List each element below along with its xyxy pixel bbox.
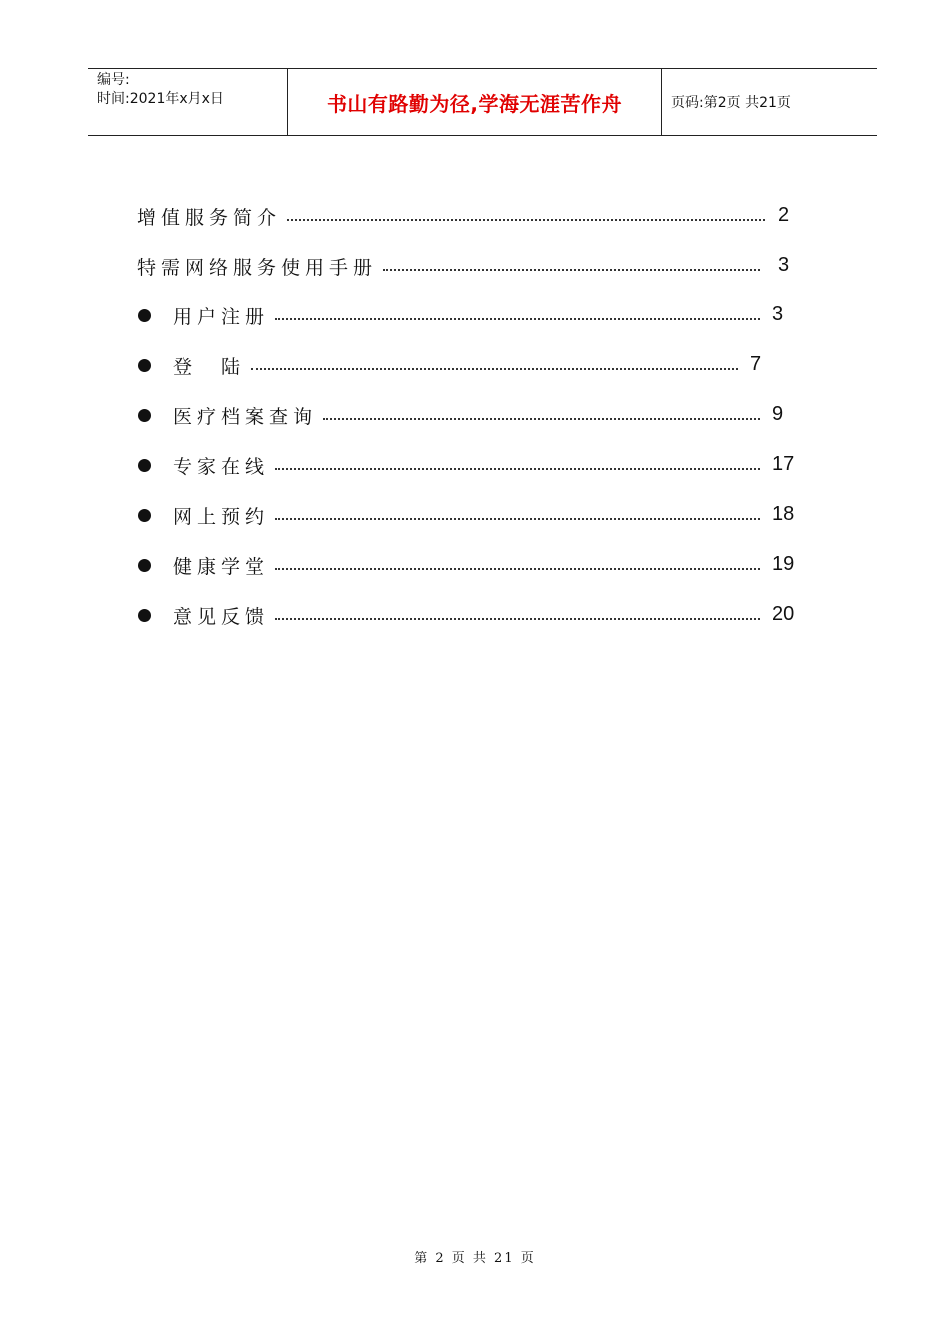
bullet-icon <box>138 559 151 572</box>
toc-entry-page: 3 <box>778 254 790 276</box>
toc-entry[interactable] <box>0 400 950 430</box>
bullet-icon <box>138 609 151 622</box>
toc-entry-label: 专家在线 <box>173 456 270 478</box>
toc-entry[interactable] <box>0 350 950 380</box>
toc-entry[interactable] <box>0 450 950 480</box>
toc-entry-page: 19 <box>772 553 795 575</box>
toc-entry-label: 登 陆 <box>173 356 246 378</box>
toc-entry[interactable] <box>0 201 950 231</box>
document-number-label: 编号: <box>97 72 130 88</box>
toc-entry-page: 2 <box>778 204 790 226</box>
toc-entry-page: 20 <box>772 603 795 625</box>
toc-entry-label: 特需网络服务使用手册 <box>137 257 378 279</box>
toc-entry-label: 增值服务简介 <box>137 207 282 229</box>
toc-entry[interactable] <box>0 550 950 580</box>
toc-entry[interactable] <box>0 251 950 281</box>
toc-entry-page: 18 <box>772 503 795 525</box>
toc-entry[interactable] <box>0 300 950 330</box>
toc-dot-leader <box>275 516 760 520</box>
toc-entry[interactable] <box>0 600 950 630</box>
toc-entry-label: 用户注册 <box>173 306 270 328</box>
toc-dot-leader <box>275 616 760 620</box>
bullet-icon <box>138 309 151 322</box>
toc-entry[interactable] <box>0 500 950 530</box>
toc-dot-leader <box>251 366 738 370</box>
toc-entry-label: 意见反馈 <box>173 606 270 628</box>
header-meta-cell <box>88 69 288 135</box>
toc-dot-leader <box>275 316 760 320</box>
header-motto: 书山有路勤为径,学海无涯苦作舟 <box>288 69 662 135</box>
bullet-icon <box>138 409 151 422</box>
toc-entry-label: 健康学堂 <box>173 556 270 578</box>
toc-dot-leader <box>383 267 760 271</box>
page-header <box>88 68 877 136</box>
bullet-icon <box>138 359 151 372</box>
toc-entry-label: 医疗档案查询 <box>173 406 318 428</box>
toc-entry-page: 7 <box>750 353 762 375</box>
page-footer: 第 2 页 共 21 页 <box>414 1251 536 1266</box>
toc-entry-page: 9 <box>772 403 784 425</box>
toc-entry-page: 3 <box>772 303 784 325</box>
bullet-icon <box>138 509 151 522</box>
toc-dot-leader <box>275 566 760 570</box>
toc-dot-leader <box>275 466 760 470</box>
header-page-info: 页码:第2页 共21页 <box>671 95 791 111</box>
toc-dot-leader <box>323 416 760 420</box>
document-time-label: 时间:2021年x月x日 <box>97 91 224 107</box>
toc-entry-page: 17 <box>772 453 795 475</box>
toc-entry-label: 网上预约 <box>173 506 270 528</box>
bullet-icon <box>138 459 151 472</box>
toc-dot-leader <box>287 217 765 221</box>
